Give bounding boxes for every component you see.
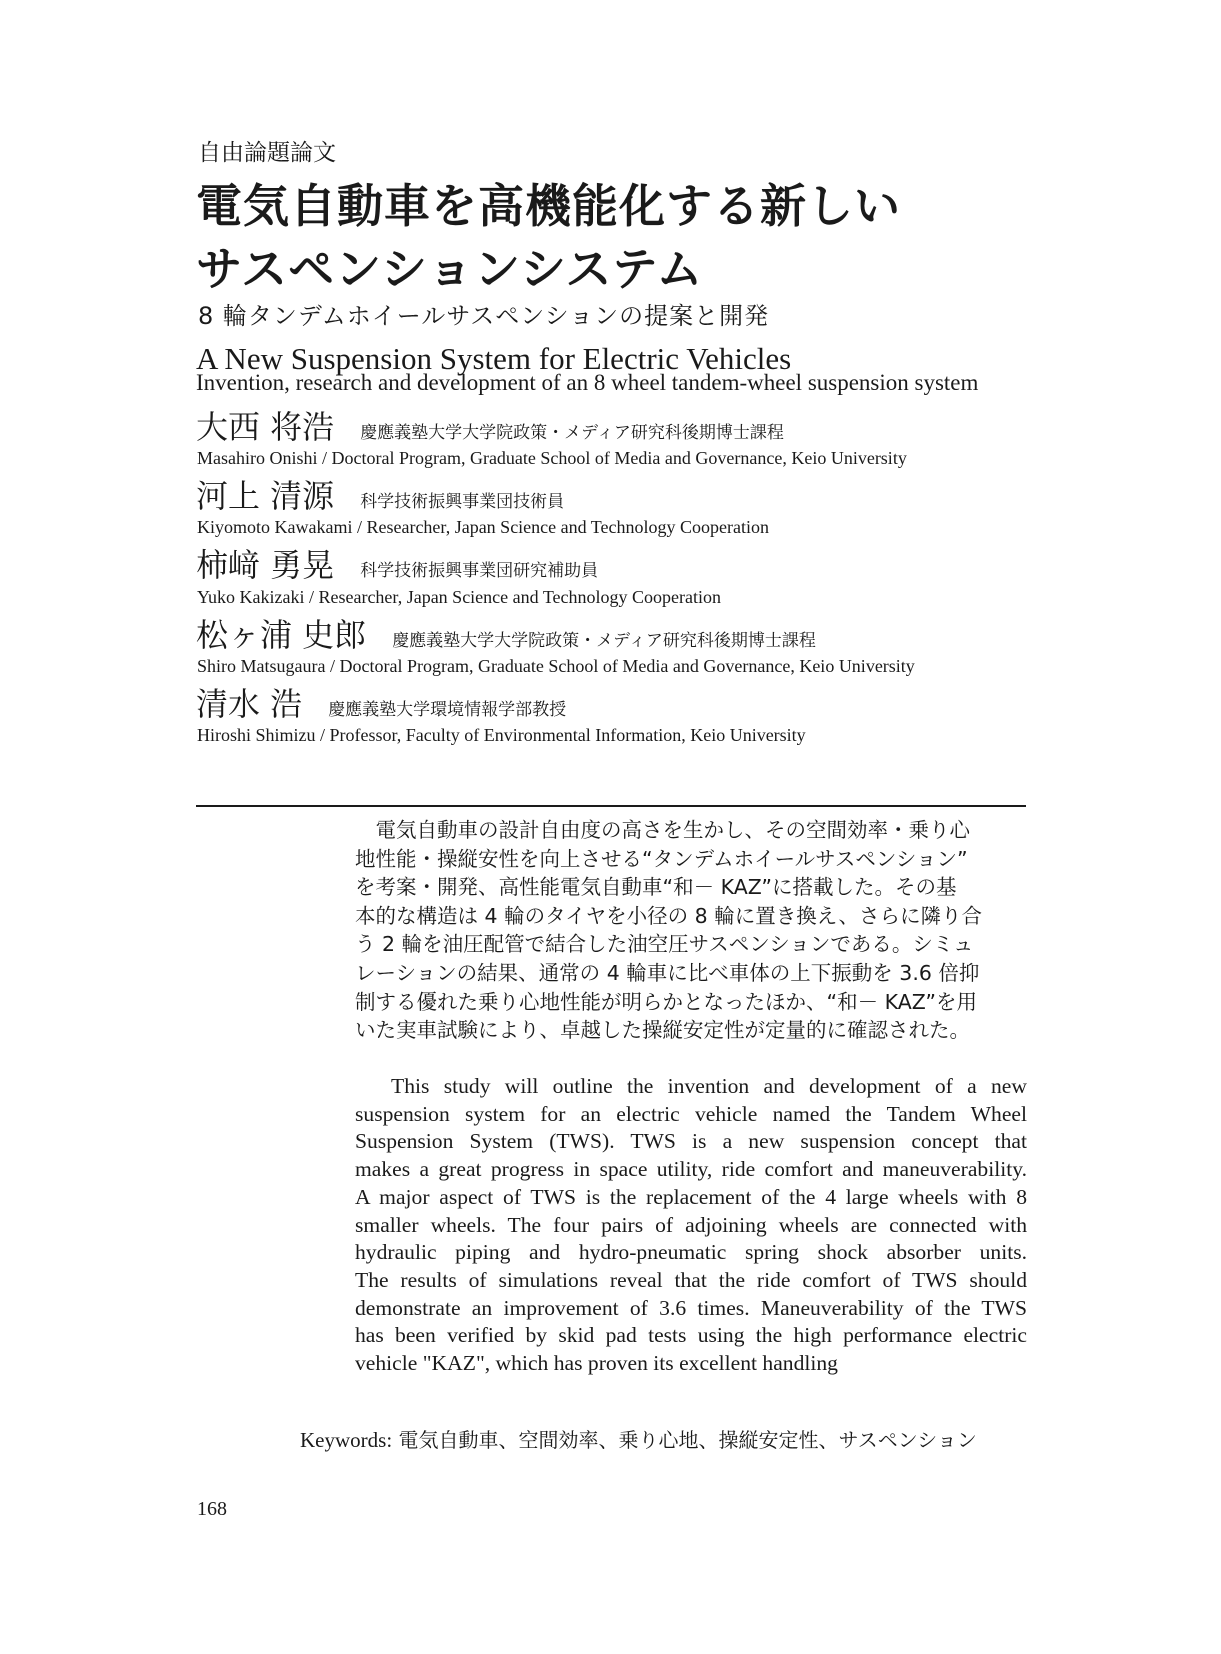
abstract-jp-line: 地性能・操縦安性を向上させる“タンデムホイールサスペンション” [355, 846, 968, 871]
english-title: A New Suspension System for Electric Vehicles [196, 341, 792, 376]
english-subtitle: Invention, research and development of an 8 wheel tandem-wheel suspension system [196, 370, 979, 395]
author-name: 柿﨑 勇晃 [196, 546, 335, 584]
author-1-english: Masahiro Onishi / Doctoral Program, Graduate School of Media and Governance, Keio University [197, 448, 907, 468]
abstract-jp-line: 本的な構造は 4 輪のタイヤを小径の 8 輪に置き換え、さらに隣り合 [355, 903, 982, 928]
keywords-terms: 電気自動車、空間効率、乗り心地、操縦安定性、サスペンション [398, 1428, 977, 1452]
abstract-en-line: The results of simulations reveal that the ride comfort of TWS should [355, 1267, 1027, 1292]
author-3 [196, 540, 598, 586]
keywords-label: Keywords: [300, 1428, 393, 1452]
abstract-jp-line: レーションの結果、通常の 4 輪車に比べ車体の上下振動を 3.6 倍抑 [355, 960, 980, 985]
abstract-en-line: demonstrate an improvement of 3.6 times. Maneuverability of the TWS [355, 1295, 1027, 1320]
abstract-english [355, 1073, 1027, 1378]
section-divider [196, 805, 1026, 807]
title-line-2: サスペンションシステム [196, 242, 704, 296]
author-name: 河上 清源 [196, 477, 335, 515]
abstract-en-line: hydraulic piping and hydro-pneumatic spring shock absorber units. [355, 1240, 1027, 1265]
author-name: 大西 将浩 [196, 408, 335, 446]
author-affiliation: 科学技術振興事業団技術員 [360, 492, 565, 512]
abstract-en-line: A major aspect of TWS is the replacement of the 4 large wheels with 8 [355, 1184, 1027, 1209]
paper-category: 自由論題論文 [198, 140, 336, 166]
abstract-en-line: makes a great progress in space utility, ride comfort and maneuverability. [355, 1157, 1027, 1182]
author-4-english: Shiro Matsugaura / Doctoral Program, Graduate School of Media and Governance, Keio University [197, 656, 915, 676]
abstract-en-line: smaller wheels. The four pairs of adjoining wheels are connected with [355, 1212, 1027, 1237]
author-name: 清水 浩 [196, 685, 303, 723]
author-2 [196, 471, 564, 517]
keywords [300, 1424, 977, 1453]
abstract-jp-line: を考案・開発、高性能電気自動車“和－ KAZ”に搭載した。その基 [355, 875, 957, 900]
abstract-en-line: vehicle "KAZ", which has proven its excellent handling [355, 1351, 838, 1376]
abstract-japanese [355, 816, 1027, 1045]
page-number: 168 [197, 1498, 227, 1520]
abstract-jp-line: う 2 輪を油圧配管で結合した油空圧サスペンションである。シミュ [355, 932, 974, 957]
abstract-en-line: has been verified by skid pad tests using the high performance electric [355, 1323, 1027, 1348]
abstract-en-line: This study will outline the invention and development of a new [391, 1074, 1027, 1098]
subtitle: 8 輪タンデムホイールサスペンションの提案と開発 [198, 302, 770, 330]
author-5-english: Hiroshi Shimizu / Professor, Faculty of Environmental Information, Keio University [197, 725, 806, 745]
author-2-english: Kiyomoto Kawakami / Researcher, Japan Science and Technology Cooperation [197, 517, 770, 537]
author-affiliation: 慶應義塾大学大学院政策・メディア研究科後期博士課程 [360, 423, 784, 443]
author-affiliation: 慶應義塾大学大学院政策・メディア研究科後期博士課程 [392, 631, 816, 651]
abstract-jp-line: 電気自動車の設計自由度の高さを生かし、その空間効率・乗り心 [355, 818, 970, 842]
author-1 [196, 402, 784, 448]
author-name: 松ヶ浦 史郎 [196, 616, 367, 654]
author-affiliation: 科学技術振興事業団研究補助員 [360, 561, 599, 581]
author-4 [196, 610, 816, 656]
abstract-jp-line: 制する優れた乗り心地性能が明らかとなったほか、“和－ KAZ”を用 [355, 989, 978, 1014]
author-5 [196, 679, 566, 725]
abstract-jp-line: いた実車試験により、卓越した操縦安定性が定量的に確認された。 [355, 1018, 970, 1043]
author-3-english: Yuko Kakizaki / Researcher, Japan Science and Technology Cooperation [197, 587, 722, 607]
author-affiliation: 慶應義塾大学環境情報学部教授 [328, 700, 567, 720]
title-line-1: 電気自動車を高機能化する新しい [196, 179, 901, 233]
abstract-en-line: suspension system for an electric vehicle named the Tandem Wheel [355, 1101, 1027, 1126]
abstract-en-line: Suspension System (TWS). TWS is a new suspension concept that [355, 1129, 1027, 1154]
